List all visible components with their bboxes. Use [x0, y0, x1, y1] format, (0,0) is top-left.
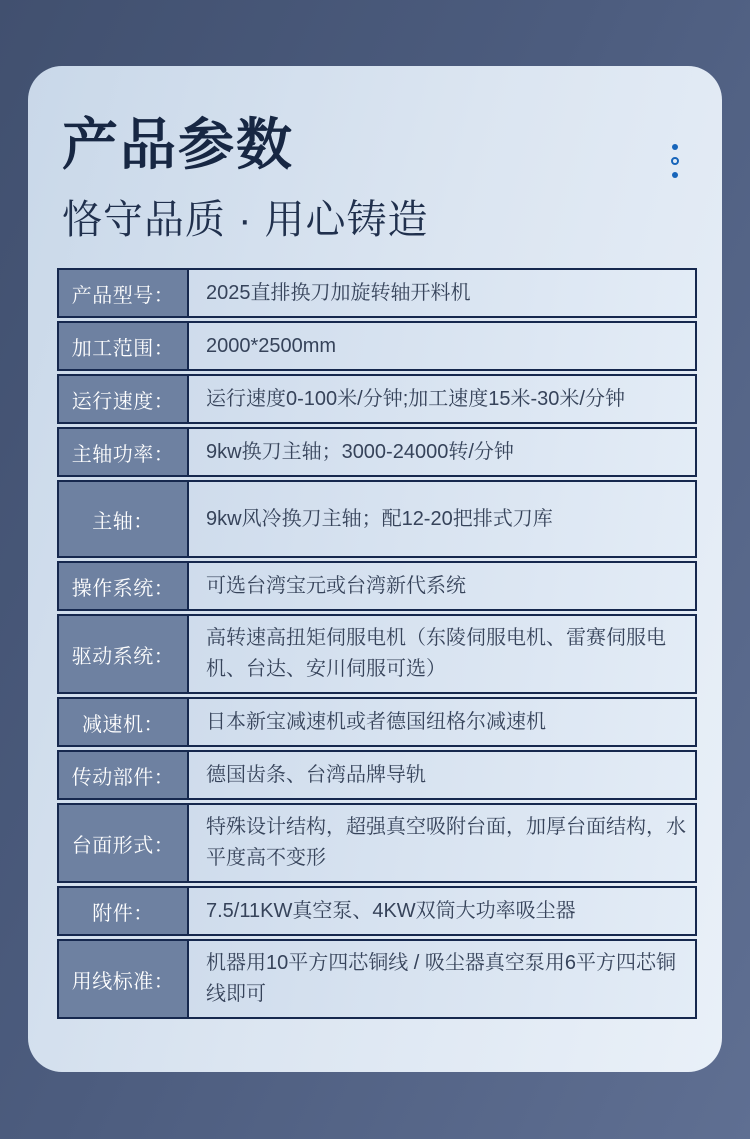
- spec-label: 附件：: [59, 888, 189, 934]
- spec-row: [57, 321, 697, 371]
- spec-label: 用线标准：: [59, 941, 189, 1017]
- spec-value: 德国齿条、台湾品牌导轨: [189, 752, 695, 798]
- spec-value: 2025直排换刀加旋转轴开料机: [189, 270, 695, 316]
- dots-ornament-icon: [671, 144, 679, 178]
- hollow-dot-icon: [671, 157, 679, 165]
- spec-row: [57, 886, 697, 936]
- spec-value: 日本新宝减速机或者德国纽格尔减速机: [189, 699, 695, 745]
- spec-label: 驱动系统：: [59, 616, 189, 692]
- spec-value: 2000*2500mm: [189, 323, 695, 369]
- filled-dot-icon: [672, 144, 678, 150]
- spec-row: [57, 561, 697, 611]
- spec-label: 主轴功率：: [59, 429, 189, 475]
- spec-row: [57, 697, 697, 747]
- spec-row: [57, 268, 697, 318]
- spec-label: 加工范围：: [59, 323, 189, 369]
- spec-label: 操作系统：: [59, 563, 189, 609]
- page-title: 产品参数: [62, 113, 294, 176]
- spec-row: [57, 427, 697, 477]
- card-header: [28, 66, 722, 242]
- spec-value: 运行速度0-100米/分钟;加工速度15米-30米/分钟: [189, 376, 695, 422]
- spec-label: 减速机：: [59, 699, 189, 745]
- spec-label: 产品型号：: [59, 270, 189, 316]
- spec-label: 运行速度：: [59, 376, 189, 422]
- spec-value: 高转速高扭矩伺服电机（东陵伺服电机、雷赛伺服电机、台达、安川伺服可选）: [189, 616, 695, 692]
- spec-label: 主轴：: [59, 482, 189, 556]
- spec-label: 传动部件：: [59, 752, 189, 798]
- spec-value: 可选台湾宝元或台湾新代系统: [189, 563, 695, 609]
- spec-row: [57, 939, 697, 1019]
- spec-value: 9kw风冷换刀主轴；配12-20把排式刀库: [189, 482, 695, 556]
- spec-row: [57, 374, 697, 424]
- page-subtitle: 恪守品质 · 用心铸造: [62, 198, 429, 243]
- spec-table: [57, 268, 697, 1019]
- spec-row: [57, 614, 697, 694]
- spec-row: [57, 480, 697, 558]
- product-params-card: [28, 66, 722, 1072]
- spec-value: 机器用10平方四芯铜线 / 吸尘器真空泵用6平方四芯铜线即可: [189, 941, 695, 1017]
- filled-dot-icon: [672, 172, 678, 178]
- spec-value: 9kw换刀主轴；3000-24000转/分钟: [189, 429, 695, 475]
- spec-label: 台面形式：: [59, 805, 189, 881]
- spec-value: 特殊设计结构，超强真空吸附台面，加厚台面结构，水平度高不变形: [189, 805, 695, 881]
- spec-row: [57, 750, 697, 800]
- spec-value: 7.5/11KW真空泵、4KW双筒大功率吸尘器: [189, 888, 695, 934]
- spec-row: [57, 803, 697, 883]
